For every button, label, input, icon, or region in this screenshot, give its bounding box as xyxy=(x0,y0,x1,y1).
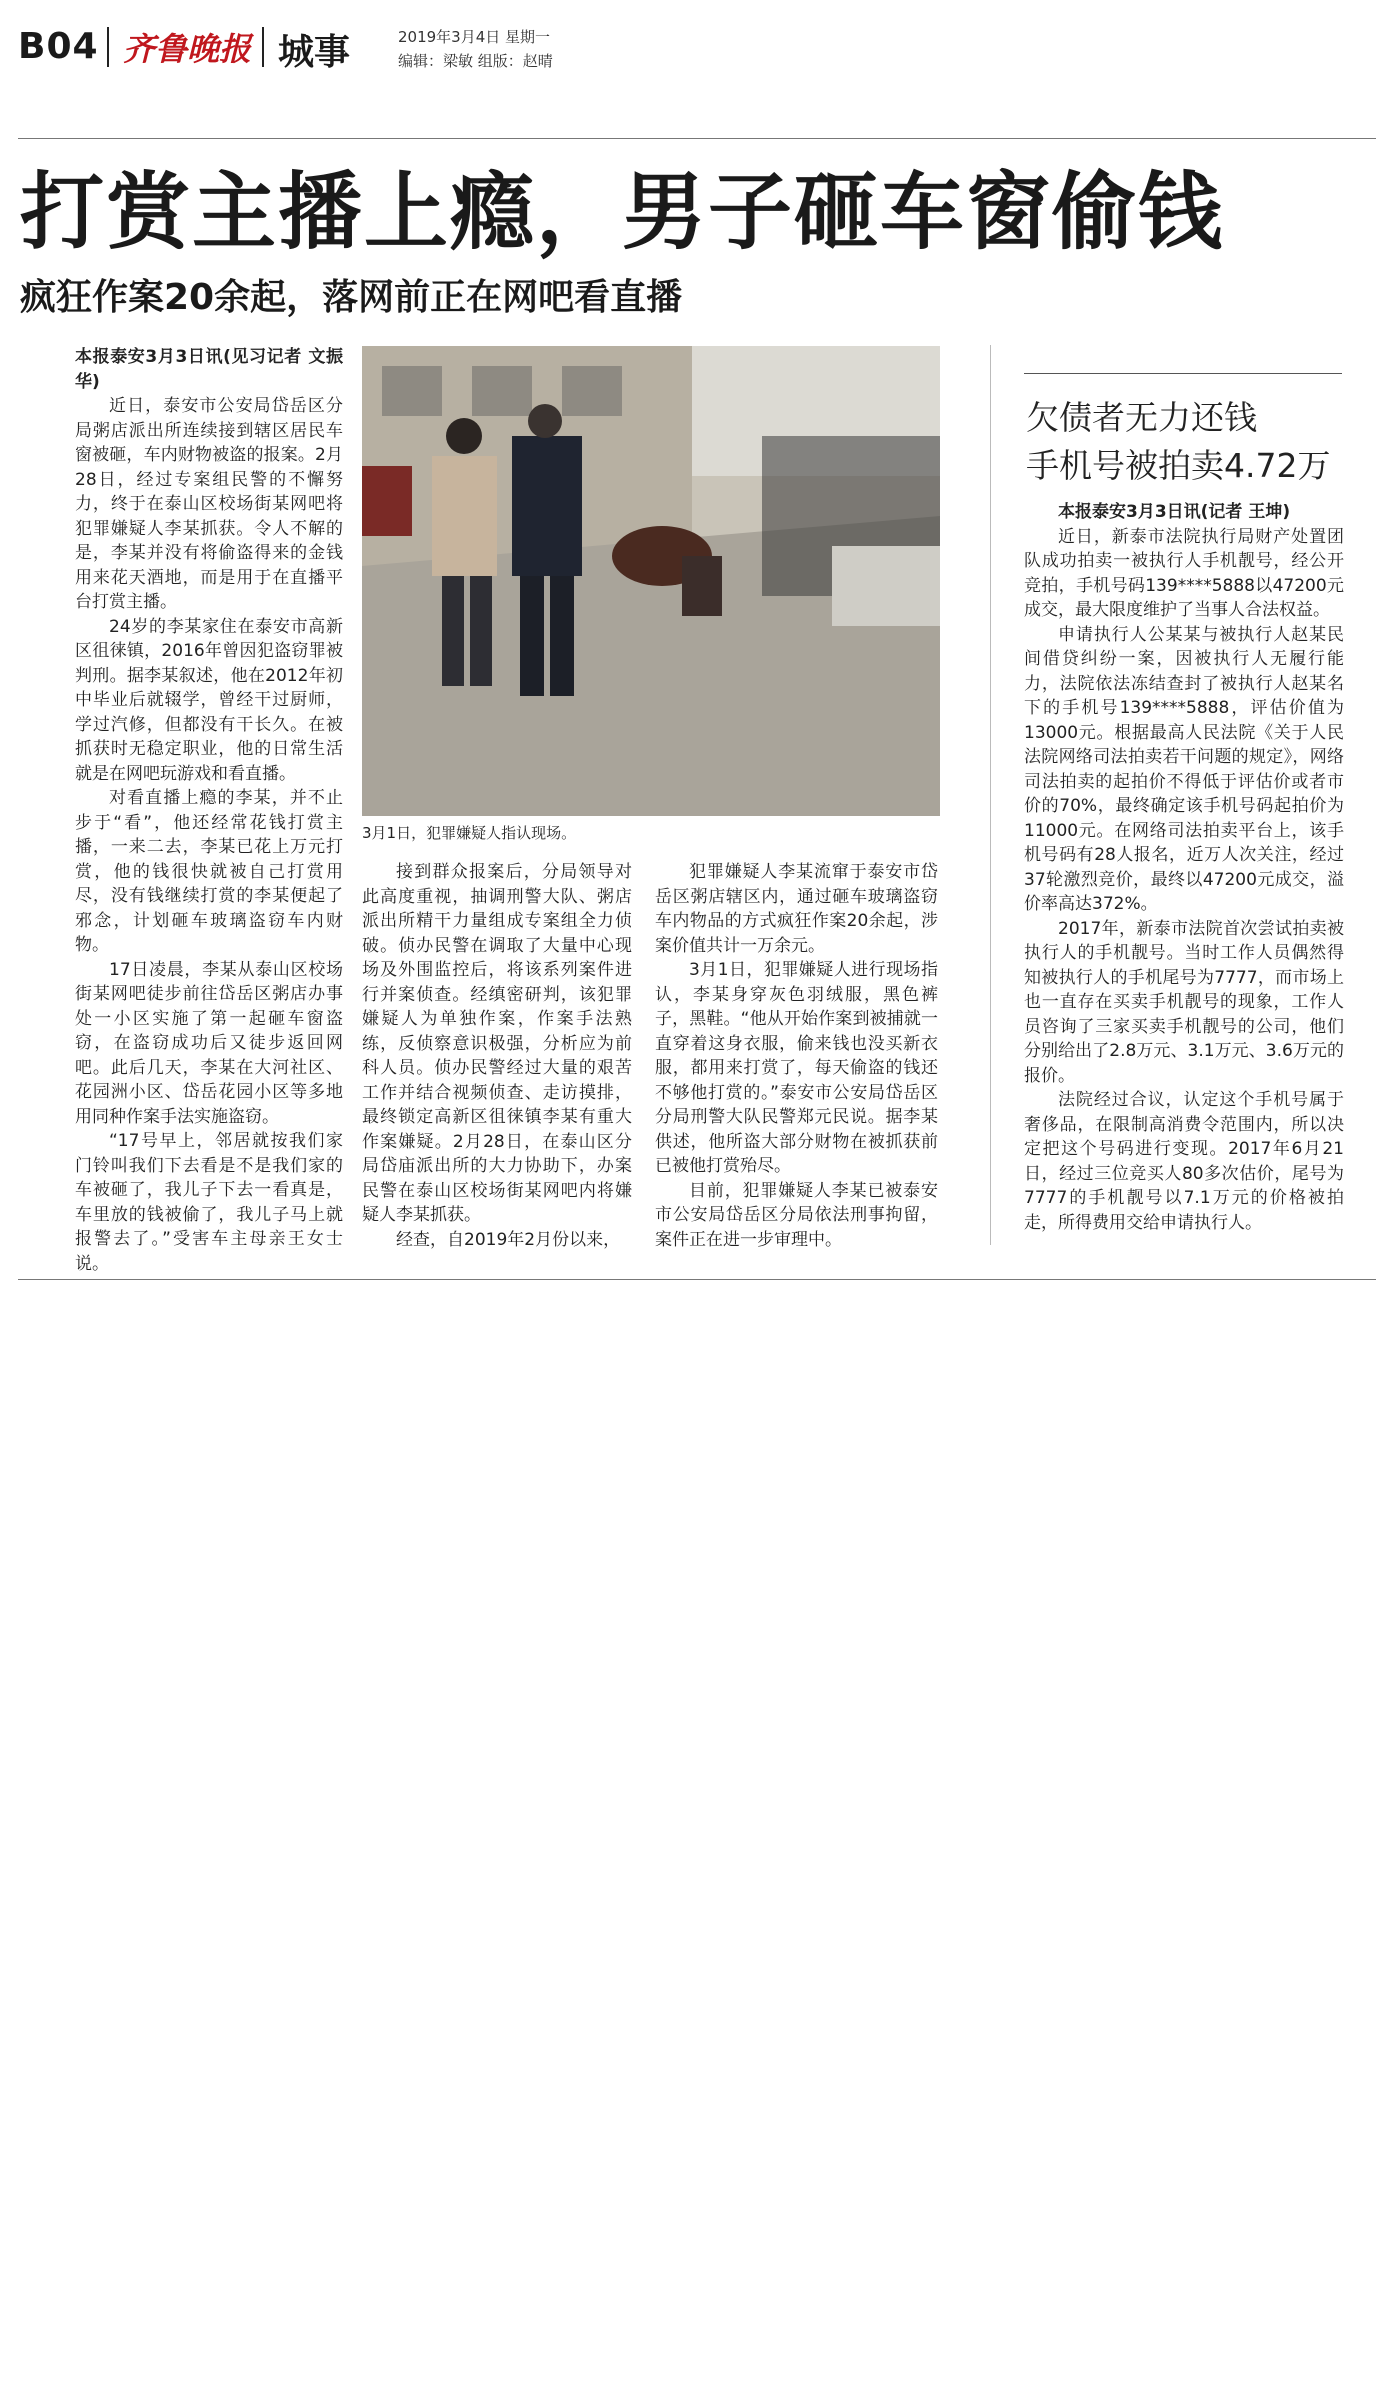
column-separator xyxy=(990,345,991,1245)
date-line: 2019年3月4日 星期一 xyxy=(398,28,551,46)
article-column-2 xyxy=(362,860,632,1252)
masthead-divider xyxy=(262,27,264,67)
street-scene-image xyxy=(362,346,940,816)
article-column-3 xyxy=(655,860,938,1252)
paragraph: 犯罪嫌疑人李某流窜于泰安市岱岳区粥店辖区内，通过砸车玻璃盗窃车内物品的方式疯狂作案20余起，涉案价值共计一万余元。 xyxy=(655,862,938,956)
article-column-1 xyxy=(75,345,343,1276)
paragraph: 近日，新泰市法院执行局财产处置团队成功拍卖一被执行人手机靓号，经公开竞拍，手机号码139****5888以47200元成交，最大限度维护了当事人合法权益。 xyxy=(1024,526,1344,620)
masthead-divider xyxy=(107,27,109,67)
paragraph: “17号早上，邻居就按我们家门铃叫我们下去看是不是我们家的车被砸了，我儿子下去一看真是，车里放的钱被偷了，我儿子马上就报警去了。”受害车主母亲王女士说。 xyxy=(75,1131,343,1274)
paragraph: 法院经过合议，认定这个手机号属于奢侈品，在限制高消费令范围内，所以决定把这个号码进行变现。2017年6月21日，经过三位竞买人80多次估价，尾号为7777的手机靓号以7.1万元的价格被拍走，所得费用交给申请执行人。 xyxy=(1024,1090,1344,1233)
article-headline: 打赏主播上瘾，男子砸车窗偷钱 xyxy=(20,163,1225,261)
paragraph: 对看直播上瘾的李某，并不止步于“看”，他还经常花钱打赏主播，一来二去，李某已花上万元打赏，他的钱很快就被自己打赏用尽，没有钱继续打赏的李某便起了邪念，计划砸车玻璃盗窃车内财物。 xyxy=(75,788,343,955)
sidebar-rule xyxy=(1024,373,1342,374)
section-name: 城事 xyxy=(278,32,351,73)
news-photo xyxy=(362,346,940,816)
sidebar-headline-line-2: 手机号被拍卖4.72万 xyxy=(1026,446,1331,485)
paragraph: 经查，自2019年2月份以来， xyxy=(396,1229,621,1250)
paragraph: 申请执行人公某某与被执行人赵某民间借贷纠纷一案，因被执行人无履行能力，法院依法冻结查封了被执行人赵某名下的手机号139****5888，评估价值为13000元。根据最高人民法院《关于人民法院网络司法拍卖若干问题的规定》，网络司法拍卖的起拍价不得低于评估价或者市价的70%，最终确定该手机号码起拍价为11000元。在网络司法拍卖平台上，该手机号码有28人报名，近万人次关注，经过37轮激烈竞价，最终以47200元成交，溢价率高达372%。 xyxy=(1024,624,1344,914)
sidebar-article xyxy=(1024,500,1344,1235)
article-byline: 本报泰安3月3日讯(见习记者 文振华) xyxy=(75,347,343,392)
paragraph: 17日凌晨，李某从泰山区校场街某网吧徒步前往岱岳区粥店办事处一小区实施了第一起砸车窗盗窃，在盗窃成功后又徒步返回网吧。此后几天，李某在大河社区、花园洲小区、岱岳花园小区等多地用同种作案手法实施盗窃。 xyxy=(75,959,343,1127)
newspaper-logo: 齐鲁晚报 xyxy=(123,30,252,68)
photo-caption: 3月1日，犯罪嫌疑人指认现场。 xyxy=(362,824,577,842)
sidebar-headline-line-1: 欠债者无力还钱 xyxy=(1026,398,1257,437)
bottom-rule xyxy=(18,1279,1376,1280)
paragraph: 目前，犯罪嫌疑人李某已被泰安市公安局岱岳区分局依法刑事拘留，案件正在进一步审理中。 xyxy=(655,1180,938,1250)
top-rule xyxy=(18,138,1376,139)
editor-line: 编辑：梁敏 组版：赵晴 xyxy=(398,52,553,70)
paragraph: 近日，泰安市公安局岱岳区分局粥店派出所连续接到辖区居民车窗被砸，车内财物被盗的报案。2月28日，经过专案组民警的不懈努力，终于在泰山区校场街某网吧将犯罪嫌疑人李某抓获。令人不解的是，李某并没有将偷盗得来的金钱用来花天酒地，而是用于在直播平台打赏主播。 xyxy=(75,396,343,612)
page-number: B04 xyxy=(18,26,99,67)
paragraph: 接到群众报案后，分局领导对此高度重视，抽调刑警大队、粥店派出所精干力量组成专案组全力侦破。侦办民警在调取了大量中心现场及外围监控后，将该系列案件进行并案侦查。经缜密研判，该犯罪嫌疑人为单独作案，作案手法熟练，反侦察意识极强，分析应为前科人员。侦办民警经过大量的艰苦工作并结合视频侦查、走访摸排，最终锁定高新区徂徕镇李某有重大作案嫌疑。2月28日，在泰山区分局岱庙派出所的大力协助下，办案民警在泰山区校场街某网吧内将嫌疑人李某抓获。 xyxy=(362,862,632,1225)
paragraph: 24岁的李某家住在泰安市高新区徂徕镇，2016年曾因犯盗窃罪被判刑。据李某叙述，他在2012年初中毕业后就辍学，曾经干过厨师，学过汽修，但都没有干长久。在被抓获时无稳定职业，他的日常生活就是在网吧玩游戏和看直播。 xyxy=(75,616,343,784)
article-subheadline: 疯狂作案20余起，落网前正在网吧看直播 xyxy=(20,277,683,318)
sidebar-byline: 本报泰安3月3日讯(记者 王坤) xyxy=(1058,502,1291,522)
paragraph: 3月1日，犯罪嫌疑人进行现场指认，李某身穿灰色羽绒服，黑色裤子，黑鞋。“他从开始作案到被捕就一直穿着这身衣服，偷来钱也没买新衣服，都用来打赏了，每天偷盗的钱还不够他打赏的。”泰安市公安局岱岳区分局刑警大队民警郑元民说。据李某供述，他所盗大部分财物在被抓获前已被他打赏殆尽。 xyxy=(655,960,938,1176)
paragraph: 2017年，新泰市法院首次尝试拍卖被执行人的手机靓号。当时工作人员偶然得知被执行人的手机尾号为7777，而市场上也一直存在买卖手机靓号的现象，工作人员咨询了三家买卖手机靓号的公司，他们分别给出了2.8万元、3.1万元、3.6万元的报价。 xyxy=(1024,918,1344,1086)
